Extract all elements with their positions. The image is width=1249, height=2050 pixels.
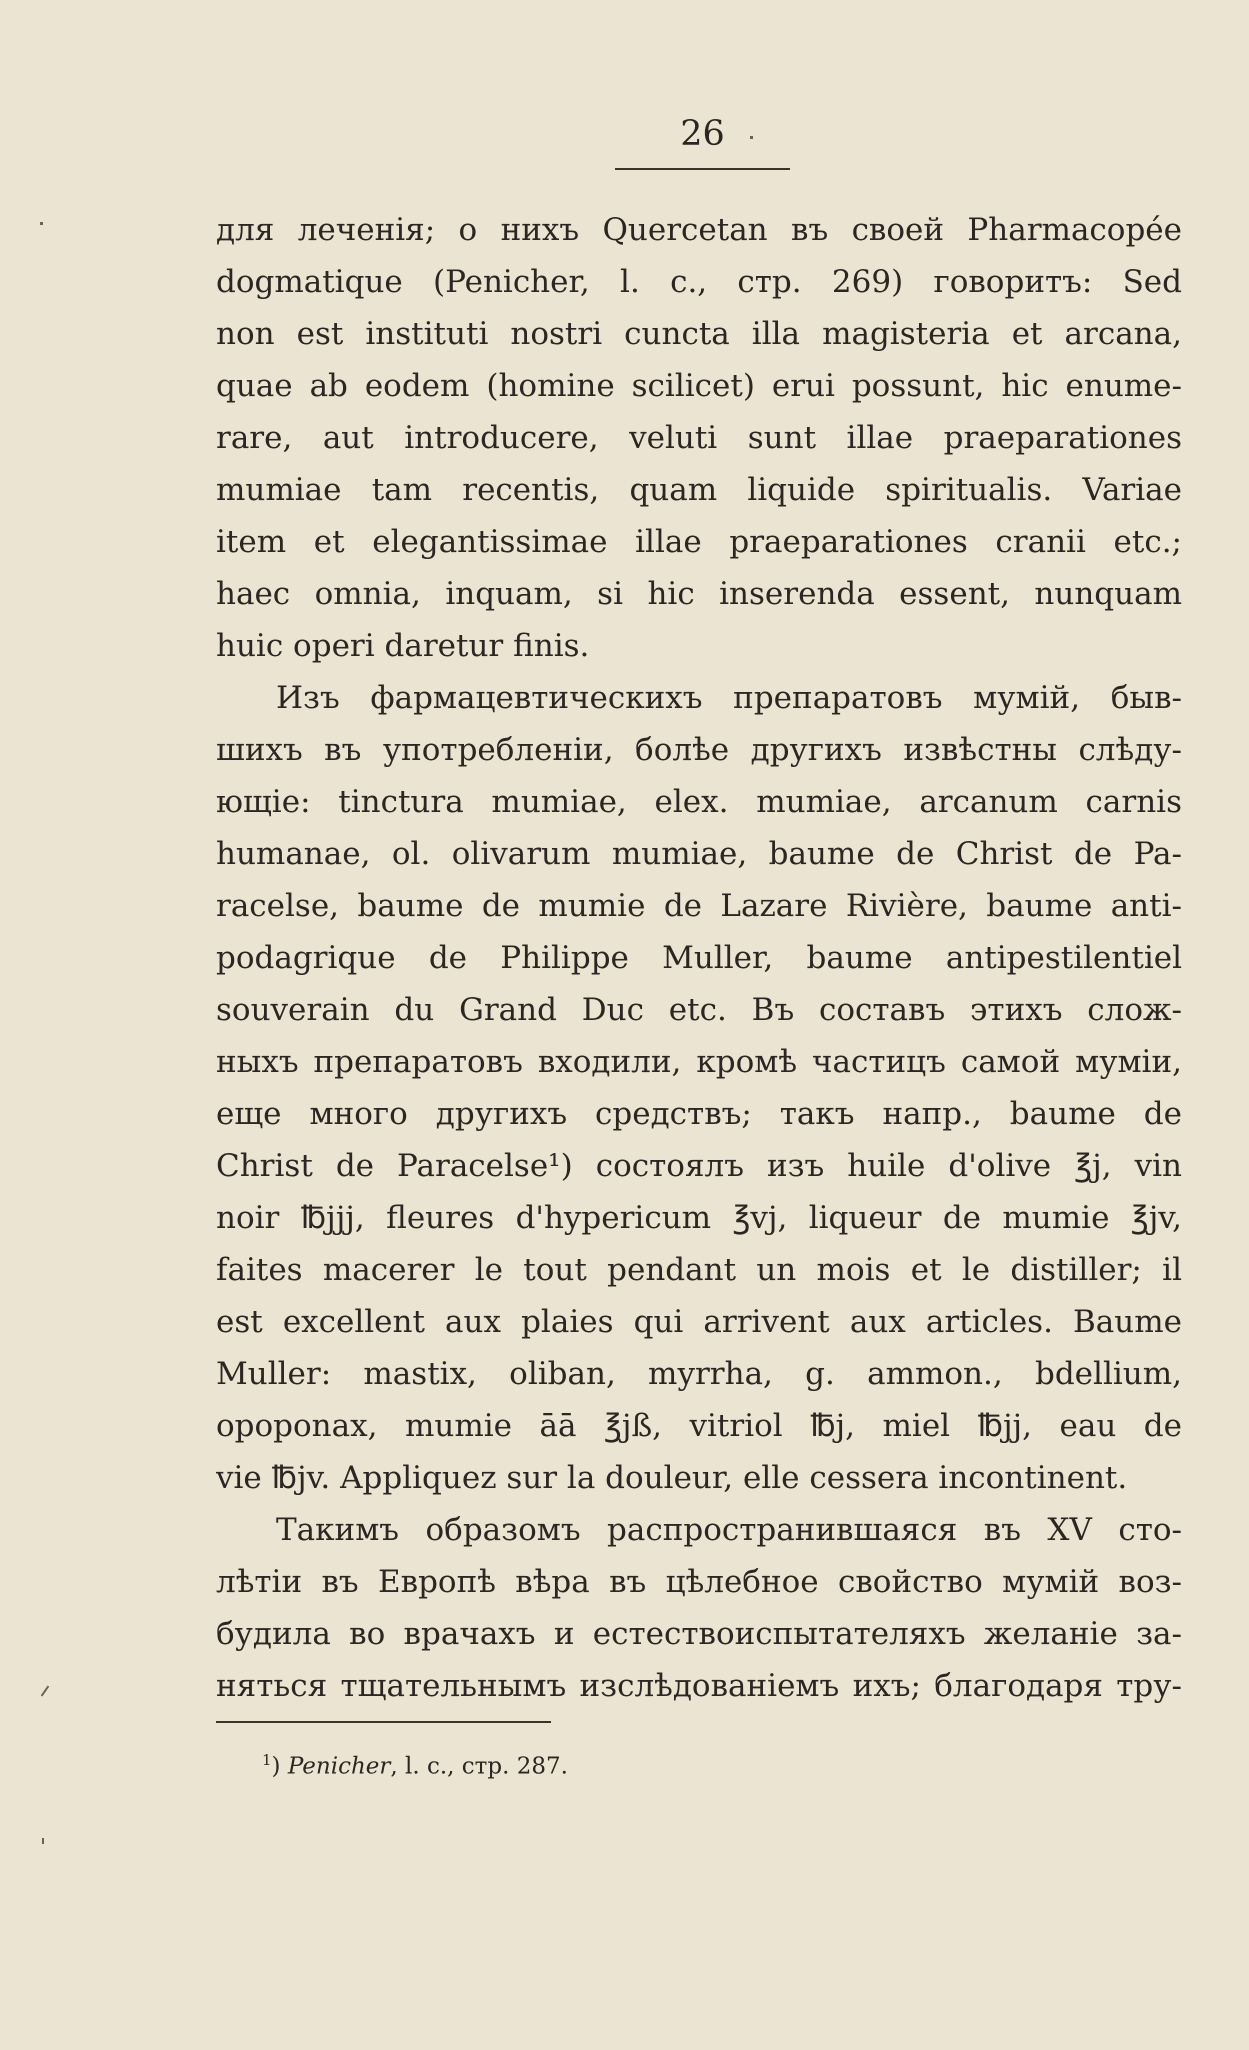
text-line: non est instituti nostri cuncta illa magisteria et arcana, bbox=[216, 316, 1182, 352]
text-line: racelse, baume de mumie de Lazare Rivière, baume anti- bbox=[216, 888, 1182, 924]
text-line: ныхъ препаратовъ входили, кромѣ частицъ самой муміи, bbox=[216, 1044, 1182, 1080]
text-line: шихъ въ употребленіи, болѣе другихъ извѣстны слѣду- bbox=[216, 732, 1182, 768]
footnote-reference: , l. c., стр. 287. bbox=[390, 1753, 568, 1780]
text-line: faites macerer le tout pendant un mois et le distiller; il bbox=[216, 1252, 1182, 1288]
footnote-marker: 1 bbox=[262, 1751, 272, 1769]
paper-speck bbox=[41, 1686, 50, 1697]
body-text bbox=[216, 204, 1182, 1712]
text-line: noir ℔jjj, fleures d'hypericum ℥vj, liqueur de mumie ℥jv, bbox=[216, 1200, 1182, 1236]
text-line: для леченія; о нихъ Quercetan въ своей Pharmacopée bbox=[216, 212, 1182, 248]
paper-speck bbox=[750, 136, 753, 139]
text-line: еще много другихъ средствъ; такъ напр., baume de bbox=[216, 1096, 1182, 1132]
text-line: quae ab eodem (homine scilicet) erui possunt, hic enume- bbox=[216, 368, 1182, 404]
text-line: humanae, ol. olivarum mumiae, baume de Christ de Pa- bbox=[216, 836, 1182, 872]
text-line: Christ de Paracelse¹) состоялъ изъ huile d'olive ℥j, vin bbox=[216, 1148, 1182, 1184]
footnote: $^1$) Penicher, l. c., стр. 287. bbox=[262, 1751, 568, 1780]
text-line: souverain du Grand Duc etc. Въ составъ этихъ слож- bbox=[216, 992, 1182, 1028]
text-line: няться тщательнымъ изслѣдованіемъ ихъ; благодаря тру- bbox=[216, 1668, 1182, 1704]
header-rule bbox=[615, 168, 790, 170]
text-line: dogmatique (Penicher, l. c., стр. 269) говоритъ: Sed bbox=[216, 264, 1182, 300]
page-number: 26 bbox=[680, 114, 725, 154]
text-line: huic operi daretur finis. bbox=[216, 628, 590, 664]
text-line: будила во врачахъ и естествоиспытателяхъ желаніе за- bbox=[216, 1616, 1182, 1652]
text-line: mumiae tam recentis, quam liquide spiritualis. Variae bbox=[216, 472, 1182, 508]
text-line: item et elegantissimae illae praeparationes cranii etc.; bbox=[216, 524, 1182, 560]
text-line: rare, aut introducere, veluti sunt illae praeparationes bbox=[216, 420, 1182, 456]
paper-speck bbox=[40, 222, 43, 225]
text-line: haec omnia, inquam, si hic inserenda essent, nunquam bbox=[216, 576, 1182, 612]
text-line: podagrique de Philippe Muller, baume antipestilentiel bbox=[216, 940, 1182, 976]
text-line: лѣтіи въ Европѣ вѣра въ цѣлебное свойство мумій воз- bbox=[216, 1564, 1182, 1600]
footnote-rule bbox=[216, 1721, 551, 1723]
text-line: Такимъ образомъ распространившаяся въ XV сто- bbox=[276, 1512, 1182, 1548]
text-line: vie ℔jv. Appliquez sur la douleur, elle cessera incontinent. bbox=[216, 1460, 1128, 1496]
text-line: ющіе: tinctura mumiae, elex. mumiae, arcanum carnis bbox=[216, 784, 1182, 820]
paper-speck bbox=[42, 1838, 44, 1844]
text-line: est excellent aux plaies qui arrivent aux articles. Baume bbox=[216, 1304, 1182, 1340]
text-line: Muller: mastix, oliban, myrrha, g. ammon., bdellium, bbox=[216, 1356, 1182, 1392]
text-line: Изъ фармацевтическихъ препаратовъ мумій, быв- bbox=[276, 680, 1182, 716]
footnote-author: Penicher bbox=[287, 1753, 391, 1780]
text-line: opoponax, mumie āā ℥jß, vitriol ℔j, miel ℔jj, eau de bbox=[216, 1408, 1182, 1444]
